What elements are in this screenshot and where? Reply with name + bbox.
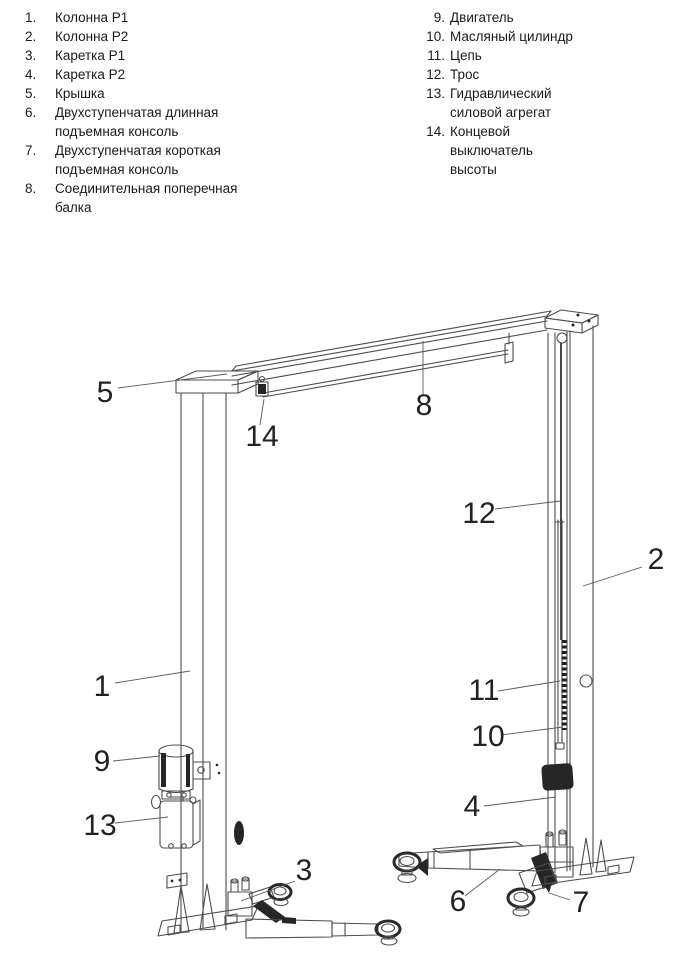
callout-11: 11	[468, 674, 500, 707]
item-text: Крышка	[55, 86, 105, 101]
item-number: 10.	[426, 29, 445, 44]
pulley	[557, 333, 567, 343]
oil-cylinder	[556, 520, 564, 749]
item-text: подъемная консоль	[55, 124, 179, 139]
item-number: 12.	[426, 67, 445, 82]
hydraulic-power-unit	[152, 796, 201, 849]
callout-14: 14	[245, 420, 279, 453]
item-text: высоты	[450, 162, 497, 177]
base-plate-left	[158, 873, 258, 936]
item-text: выключатель	[450, 143, 533, 158]
motor	[159, 745, 210, 799]
item-text: балка	[55, 200, 92, 215]
item-number: 8.	[25, 181, 37, 196]
item-text: подъемная консоль	[55, 162, 179, 177]
item-text: Двухступенчатая короткая	[55, 143, 221, 158]
item-text: Масляный цилиндр	[450, 29, 573, 44]
item-number: 14.	[426, 124, 445, 139]
callout-2: 2	[647, 543, 665, 576]
item-text: Соединительная поперечная	[55, 181, 238, 196]
item-text: Трос	[450, 67, 480, 82]
left-long-arm	[246, 917, 400, 945]
item-number: 1.	[25, 10, 37, 25]
leader-lines	[113, 341, 642, 901]
callout-9: 9	[93, 745, 111, 778]
callout-3: 3	[295, 854, 313, 887]
callout-12: 12	[462, 497, 496, 530]
callout-13: 13	[83, 809, 117, 842]
callout-5: 5	[96, 376, 114, 409]
item-text: Колонна P1	[55, 10, 129, 25]
callout-8: 8	[415, 389, 433, 422]
callout-6: 6	[449, 885, 467, 918]
item-number: 9.	[433, 10, 445, 25]
column-p1	[176, 371, 258, 931]
item-number: 6.	[25, 105, 37, 120]
side-hole	[580, 675, 592, 687]
callout-4: 4	[463, 790, 481, 823]
item-number: 7.	[25, 143, 37, 158]
item-text: Двухступенчатая длинная	[55, 105, 219, 120]
item-number: 5.	[25, 86, 37, 101]
callout-7: 7	[572, 886, 590, 919]
item-text: Каретка P2	[55, 67, 126, 82]
item-text: Каретка P1	[55, 48, 126, 63]
item-text: Двигатель	[450, 10, 514, 25]
callouts	[83, 376, 664, 919]
item-text: Колонна P2	[55, 29, 129, 44]
item-number: 13.	[426, 86, 445, 101]
callout-1: 1	[93, 670, 111, 703]
item-number: 3.	[25, 48, 37, 63]
item-text: силовой агрегат	[450, 105, 552, 120]
item-text: Концевой	[450, 124, 510, 139]
item-text: Гидравлический	[450, 86, 552, 101]
item-number: 11.	[427, 48, 445, 63]
item-number: 2.	[25, 29, 37, 44]
item-number: 4.	[25, 67, 37, 82]
callout-10: 10	[471, 720, 505, 753]
item-text: Цепь	[450, 48, 482, 63]
